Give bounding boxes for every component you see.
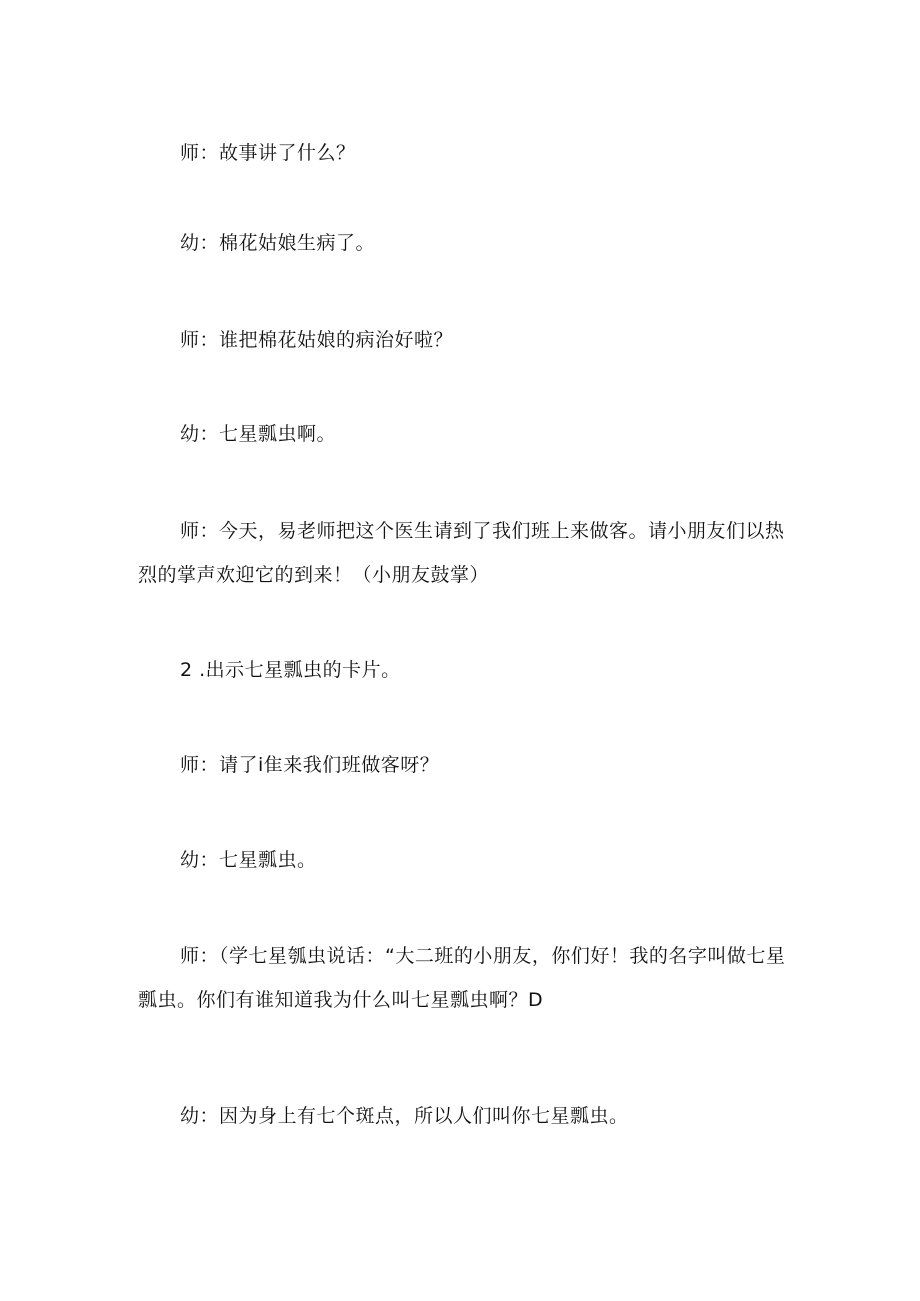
dialogue-line: 幼：七星瓢虫。: [180, 849, 317, 871]
dialogue-line: 师：请了i隹来我们班做客呀？: [180, 754, 440, 776]
dialogue-line: 幼：七星瓢虫啊。: [180, 423, 337, 445]
dialogue-line: 师：谁把棉花姑娘的病治好啦？: [180, 329, 454, 351]
dialogue-line: 幼：因为身上有七个斑点，所以人们叫你七星瓢虫。: [180, 1105, 629, 1127]
dialogue-line: 幼：棉花姑娘生病了。: [180, 232, 376, 254]
step-heading: 2 .出示七星瓢虫的卡片。: [180, 659, 401, 681]
dialogue-line: 师：今天，易老师把这个医生请到了我们班上来做客。请小朋友们以热烈的掌声欢迎它的到来！（小朋友鼓掌）: [138, 520, 785, 586]
dialogue-line: 师：（学七星瓠虫说话：“大二班的小朋友，你们好！我的名字叫做七星瓢虫。你们有谁知道我为什么叫七星瓢虫啊？D: [138, 945, 786, 1011]
dialogue-line: 师：故事讲了什么？: [180, 142, 356, 164]
